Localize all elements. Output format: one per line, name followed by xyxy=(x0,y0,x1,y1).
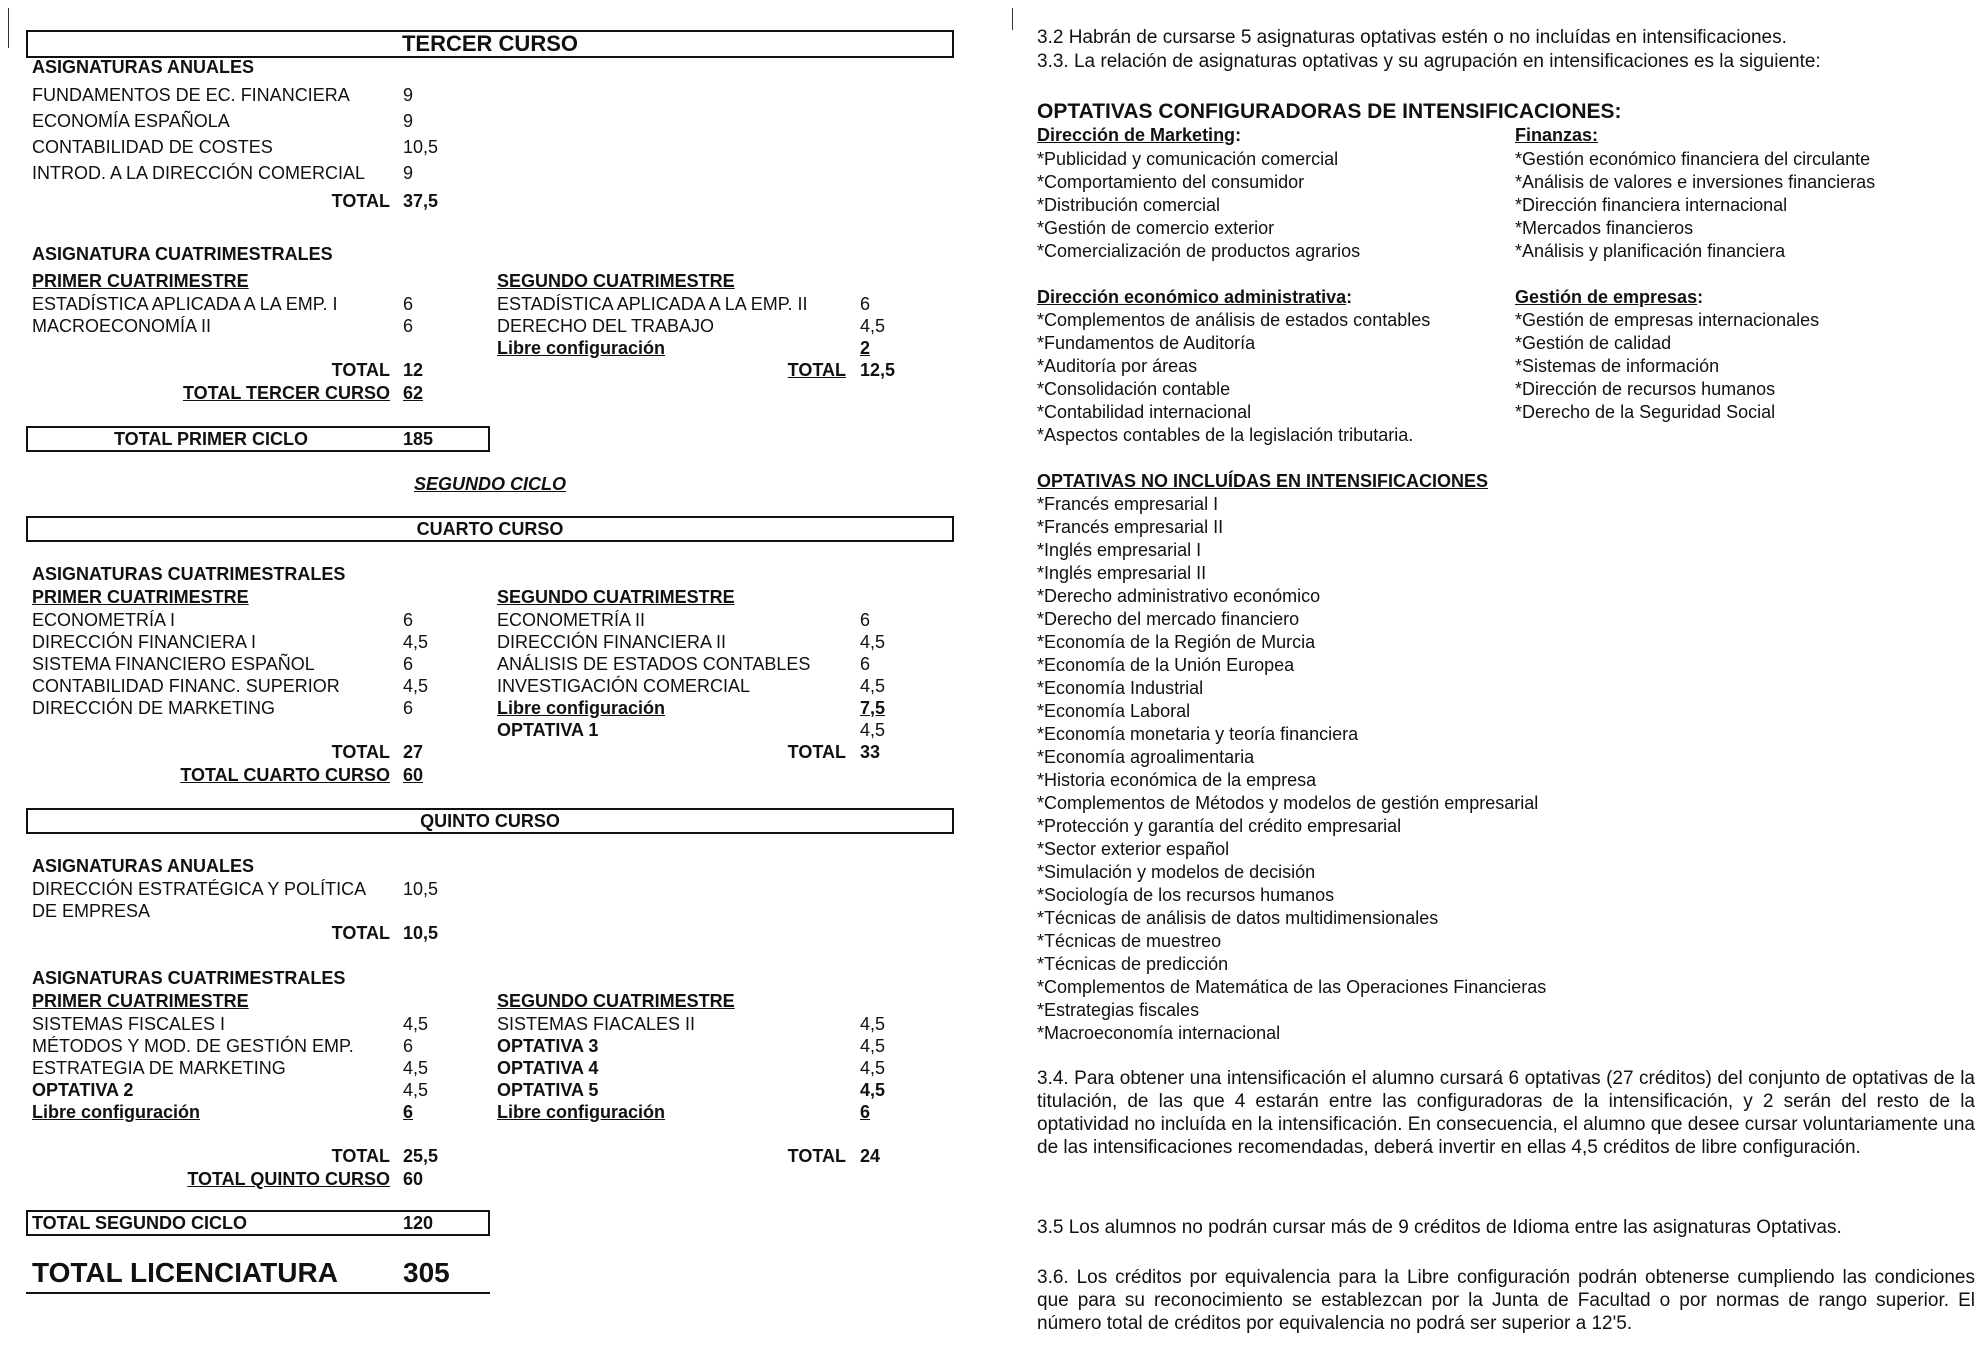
segundo-ciclo-label: TOTAL SEGUNDO CICLO xyxy=(32,1213,248,1233)
subject-name: MACROECONOMÍA II xyxy=(32,316,212,336)
licenciatura-total: 305 xyxy=(403,1257,450,1288)
paragraph-3-4: 3.4. Para obtener una intensificación el alumno cursará 6 optativas (27 créditos) del conjunto de optativas de la titulación, de las que 4 estarán entre las configuradoras de la intensificación, y 2 serán del resto de la optatividad no incluída en la intensificación. En consecuencia, el alumno que desee cursar voluntariamente una de las intensificaciones recomendadas, deberá invertir en ellas 4,5 créditos de libre configuración. xyxy=(1037,1068,1975,1158)
total-label: TOTAL xyxy=(331,742,390,762)
list-item: *Economía monetaria y teoría financiera xyxy=(1037,724,1359,744)
list-item: *Estrategias fiscales xyxy=(1037,1000,1200,1020)
list-item: *Aspectos contables de la legislación tributaria. xyxy=(1037,425,1414,445)
subject-name: OPTATIVA 3 xyxy=(497,1036,599,1056)
primer-cuatri-heading: PRIMER CUATRIMESTRE xyxy=(32,587,249,607)
subject-name: ECONOMETRÍA II xyxy=(497,610,646,630)
list-item: *Distribución comercial xyxy=(1037,195,1221,215)
tercer-curso-title: TERCER CURSO xyxy=(401,31,578,56)
subject-name: INTROD. A LA DIRECCIÓN COMERCIAL xyxy=(32,163,366,183)
curso-total-label: TOTAL QUINTO CURSO xyxy=(187,1169,390,1189)
total-value: 24 xyxy=(860,1146,881,1166)
subject-credits: 6 xyxy=(860,610,871,630)
list-item: *Fundamentos de Auditoría xyxy=(1037,333,1256,353)
list-item: *Protección y garantía del crédito empresarial xyxy=(1037,816,1402,836)
finanzas-heading: Finanzas: xyxy=(1515,125,1599,145)
paragraph-3-5: 3.5 Los alumnos no podrán cursar más de 9 créditos de Idioma entre las asignaturas Optativas. xyxy=(1037,1217,1842,1238)
subject-credits: 6 xyxy=(403,294,414,314)
total-label: TOTAL xyxy=(787,742,846,762)
subject-credits: 4,5 xyxy=(860,1014,886,1034)
subject-credits: 2 xyxy=(860,338,871,358)
subject-name: FUNDAMENTOS DE EC. FINANCIERA xyxy=(32,85,350,105)
subject-name-cont: DE EMPRESA xyxy=(32,901,151,921)
list-item: *Comercialización de productos agrarios xyxy=(1037,241,1361,261)
list-item: *Derecho del mercado financiero xyxy=(1037,609,1300,629)
total-value: 12 xyxy=(403,360,424,380)
list-item: *Economía Industrial xyxy=(1037,678,1204,698)
subject-name: Libre configuración xyxy=(32,1102,201,1122)
curso-total-label: TOTAL CUARTO CURSO xyxy=(180,765,390,785)
list-item: *Dirección de recursos humanos xyxy=(1515,379,1776,399)
subject-name: INVESTIGACIÓN COMERCIAL xyxy=(497,676,751,696)
list-item: *Inglés empresarial II xyxy=(1037,563,1207,583)
subject-credits: 6 xyxy=(860,654,871,674)
subject-credits: 6 xyxy=(403,654,414,674)
subject-credits: 10,5 xyxy=(403,137,439,157)
list-item: *Técnicas de predicción xyxy=(1037,954,1229,974)
list-item: *Inglés empresarial I xyxy=(1037,540,1202,560)
curso-total-value: 60 xyxy=(403,765,424,785)
primer-ciclo-total: 185 xyxy=(403,429,434,449)
subject-credits: 6 xyxy=(403,698,414,718)
subject-credits: 9 xyxy=(403,85,414,105)
list-item: *Derecho de la Seguridad Social xyxy=(1515,402,1776,422)
gestion-heading-text: Gestión de empresas xyxy=(1515,287,1698,307)
admin-heading-text: Dirección económico administrativa xyxy=(1037,287,1347,307)
subject-credits: 4,5 xyxy=(860,1080,886,1100)
subject-credits: 4,5 xyxy=(860,632,886,652)
subject-credits: 6 xyxy=(403,1102,414,1122)
margin-mark xyxy=(8,8,9,48)
subject-credits: 6 xyxy=(860,1102,871,1122)
list-item: *Comportamiento del consumidor xyxy=(1037,172,1305,192)
margin-mark xyxy=(1012,8,1013,30)
list-item: *Contabilidad internacional xyxy=(1037,402,1252,422)
subject-name: OPTATIVA 1 xyxy=(497,720,599,740)
list-item: *Economía de la Región de Murcia xyxy=(1037,632,1316,652)
subject-name: ESTRATEGIA DE MARKETING xyxy=(32,1058,286,1078)
paragraph-3-3: 3.3. La relación de asignaturas optativas y su agrupación en intensificaciones es la siguiente: xyxy=(1037,51,1821,72)
list-item: *Francés empresarial I xyxy=(1037,494,1219,514)
list-item: *Economía agroalimentaria xyxy=(1037,747,1255,767)
list-item: *Economía Laboral xyxy=(1037,701,1191,721)
subject-credits: 4,5 xyxy=(860,676,886,696)
list-item: *Economía de la Unión Europea xyxy=(1037,655,1295,675)
gestion-heading: Gestión de empresas: xyxy=(1515,287,1704,307)
paragraph-3-6: 3.6. Los créditos por equivalencia para la Libre configuración podrán obtenerse cumpliendo las condiciones que para su reconocimiento se establezcan por la Junta de Facultad o por normas de rango superior. El número total de créditos por equivalencia no podrá ser superior a 12'5. xyxy=(1037,1267,1975,1334)
subject-credits: 4,5 xyxy=(403,676,429,696)
subject-name: DIRECCIÓN FINANCIERA II xyxy=(497,632,727,652)
list-item: *Gestión de calidad xyxy=(1515,333,1672,353)
subject-credits: 4,5 xyxy=(403,632,429,652)
list-item: *Técnicas de muestreo xyxy=(1037,931,1222,951)
list-item: *Gestión económico financiera del circulante xyxy=(1515,149,1871,169)
list-item: *Técnicas de análisis de datos multidimensionales xyxy=(1037,908,1439,928)
subject-name: Libre configuración xyxy=(497,1102,666,1122)
list-item: *Publicidad y comunicación comercial xyxy=(1037,149,1339,169)
cuarto-curso-title: CUARTO CURSO xyxy=(416,519,564,539)
total-value: 37,5 xyxy=(403,191,439,211)
subject-name: Libre configuración xyxy=(497,338,666,358)
primer-ciclo-label: TOTAL PRIMER CICLO xyxy=(113,429,308,449)
list-item: *Mercados financieros xyxy=(1515,218,1694,238)
list-item: *Derecho administrativo económico xyxy=(1037,586,1321,606)
list-item: *Análisis de valores e inversiones financieras xyxy=(1515,172,1876,192)
quinto-curso-title: QUINTO CURSO xyxy=(420,811,560,831)
list-item: *Gestión de comercio exterior xyxy=(1037,218,1275,238)
list-item: *Francés empresarial II xyxy=(1037,517,1224,537)
total-label: TOTAL xyxy=(331,1146,390,1166)
curso-total-label: TOTAL TERCER CURSO xyxy=(182,383,390,403)
total-value: 33 xyxy=(860,742,881,762)
segundo-ciclo-heading: SEGUNDO CICLO xyxy=(413,474,566,494)
cuatri-heading: ASIGNATURA CUATRIMESTRALES xyxy=(32,244,333,264)
anuales-heading: ASIGNATURAS ANUALES xyxy=(32,856,255,876)
subject-name: CONTABILIDAD DE COSTES xyxy=(32,137,273,157)
paragraph-3-2: 3.2 Habrán de cursarse 5 asignaturas optativas estén o no incluídas en intensificaciones. xyxy=(1037,27,1787,48)
list-item: *Dirección financiera internacional xyxy=(1515,195,1788,215)
subject-name: SISTEMA FINANCIERO ESPAÑOL xyxy=(32,654,315,674)
list-item: *Gestión de empresas internacionales xyxy=(1515,310,1820,330)
subject-name: OPTATIVA 2 xyxy=(32,1080,134,1100)
admin-heading: Dirección económico administrativa: xyxy=(1037,287,1353,307)
total-value: 25,5 xyxy=(403,1146,439,1166)
subject-name: DIRECCIÓN DE MARKETING xyxy=(32,698,276,718)
segundo-cuatri-heading: SEGUNDO CUATRIMESTRE xyxy=(497,271,735,291)
list-item: *Complementos de análisis de estados contables xyxy=(1037,310,1431,330)
total-label: TOTAL xyxy=(331,923,390,943)
primer-cuatri-heading: PRIMER CUATRIMESTRE xyxy=(32,271,249,291)
list-item: *Sociología de los recursos humanos xyxy=(1037,885,1335,905)
total-value: 10,5 xyxy=(403,923,439,943)
total-label: TOTAL xyxy=(331,191,390,211)
curso-total-value: 60 xyxy=(403,1169,424,1189)
subject-credits: 4,5 xyxy=(860,316,886,336)
total-label: TOTAL xyxy=(787,1146,846,1166)
list-item: *Auditoría por áreas xyxy=(1037,356,1198,376)
marketing-heading-text: Dirección de Marketing xyxy=(1037,125,1236,145)
subject-credits: 4,5 xyxy=(403,1058,429,1078)
subject-name: ESTADÍSTICA APLICADA A LA EMP. II xyxy=(497,294,808,314)
segundo-cuatri-heading: SEGUNDO CUATRIMESTRE xyxy=(497,991,735,1011)
subject-credits: 7,5 xyxy=(860,698,886,718)
total-label: TOTAL xyxy=(787,360,846,380)
total-label: TOTAL xyxy=(331,360,390,380)
marketing-heading: Dirección de Marketing: xyxy=(1037,125,1242,145)
subject-name: MÉTODOS Y MOD. DE GESTIÓN EMP. xyxy=(32,1036,354,1056)
list-item: *Análisis y planificación financiera xyxy=(1515,241,1786,261)
list-item: *Sector exterior español xyxy=(1037,839,1230,859)
list-item: *Consolidación contable xyxy=(1037,379,1231,399)
subject-credits: 4,5 xyxy=(860,720,886,740)
subject-name: ANÁLISIS DE ESTADOS CONTABLES xyxy=(497,654,811,674)
subject-credits: 4,5 xyxy=(860,1058,886,1078)
list-item: *Complementos de Matemática de las Operaciones Financieras xyxy=(1037,977,1547,997)
subject-name: CONTABILIDAD FINANC. SUPERIOR xyxy=(32,676,340,696)
list-item: *Sistemas de información xyxy=(1515,356,1720,376)
subject-name: ESTADÍSTICA APLICADA A LA EMP. I xyxy=(32,294,338,314)
subject-credits: 4,5 xyxy=(403,1014,429,1034)
licenciatura-label: TOTAL LICENCIATURA xyxy=(32,1257,338,1288)
subject-credits: 9 xyxy=(403,163,414,183)
total-value: 27 xyxy=(403,742,424,762)
list-item: *Macroeconomía internacional xyxy=(1037,1023,1281,1043)
list-item: *Simulación y modelos de decisión xyxy=(1037,862,1316,882)
subject-name: DERECHO DEL TRABAJO xyxy=(497,316,715,336)
subject-credits: 4,5 xyxy=(403,1080,429,1100)
subject-credits: 9 xyxy=(403,111,414,131)
cuatri-heading: ASIGNATURAS CUATRIMESTRALES xyxy=(32,968,346,988)
subject-name: DIRECCIÓN FINANCIERA I xyxy=(32,632,257,652)
list-item: *Complementos de Métodos y modelos de gestión empresarial xyxy=(1037,793,1539,813)
cuatri-heading: ASIGNATURAS CUATRIMESTRALES xyxy=(32,564,346,584)
subject-credits: 4,5 xyxy=(860,1036,886,1056)
subject-name: Libre configuración xyxy=(497,698,666,718)
no-incl-heading: OPTATIVAS NO INCLUÍDAS EN INTENSIFICACIONES xyxy=(1037,471,1489,491)
subject-credits: 10,5 xyxy=(403,879,439,899)
anuales-heading: ASIGNATURAS ANUALES xyxy=(32,57,255,77)
subject-credits: 6 xyxy=(403,610,414,630)
subject-name: SISTEMAS FIACALES II xyxy=(497,1014,696,1034)
total-value: 12,5 xyxy=(860,360,896,380)
subject-credits: 6 xyxy=(403,316,414,336)
subject-name: ECONOMÍA ESPAÑOLA xyxy=(32,111,230,131)
curso-total-value: 62 xyxy=(403,383,424,403)
licenciatura-underline xyxy=(26,1292,490,1294)
config-heading: OPTATIVAS CONFIGURADORAS DE INTENSIFICACIONES: xyxy=(1037,100,1622,123)
subject-credits: 6 xyxy=(860,294,871,314)
subject-name: SISTEMAS FISCALES I xyxy=(32,1014,226,1034)
primer-cuatri-heading: PRIMER CUATRIMESTRE xyxy=(32,991,249,1011)
segundo-ciclo-total: 120 xyxy=(403,1213,434,1233)
subject-name: OPTATIVA 5 xyxy=(497,1080,599,1100)
subject-name: DIRECCIÓN ESTRATÉGICA Y POLÍTICA xyxy=(32,879,367,899)
list-item: *Historia económica de la empresa xyxy=(1037,770,1317,790)
segundo-cuatri-heading: SEGUNDO CUATRIMESTRE xyxy=(497,587,735,607)
subject-name: ECONOMETRÍA I xyxy=(32,610,176,630)
subject-credits: 6 xyxy=(403,1036,414,1056)
subject-name: OPTATIVA 4 xyxy=(497,1058,599,1078)
